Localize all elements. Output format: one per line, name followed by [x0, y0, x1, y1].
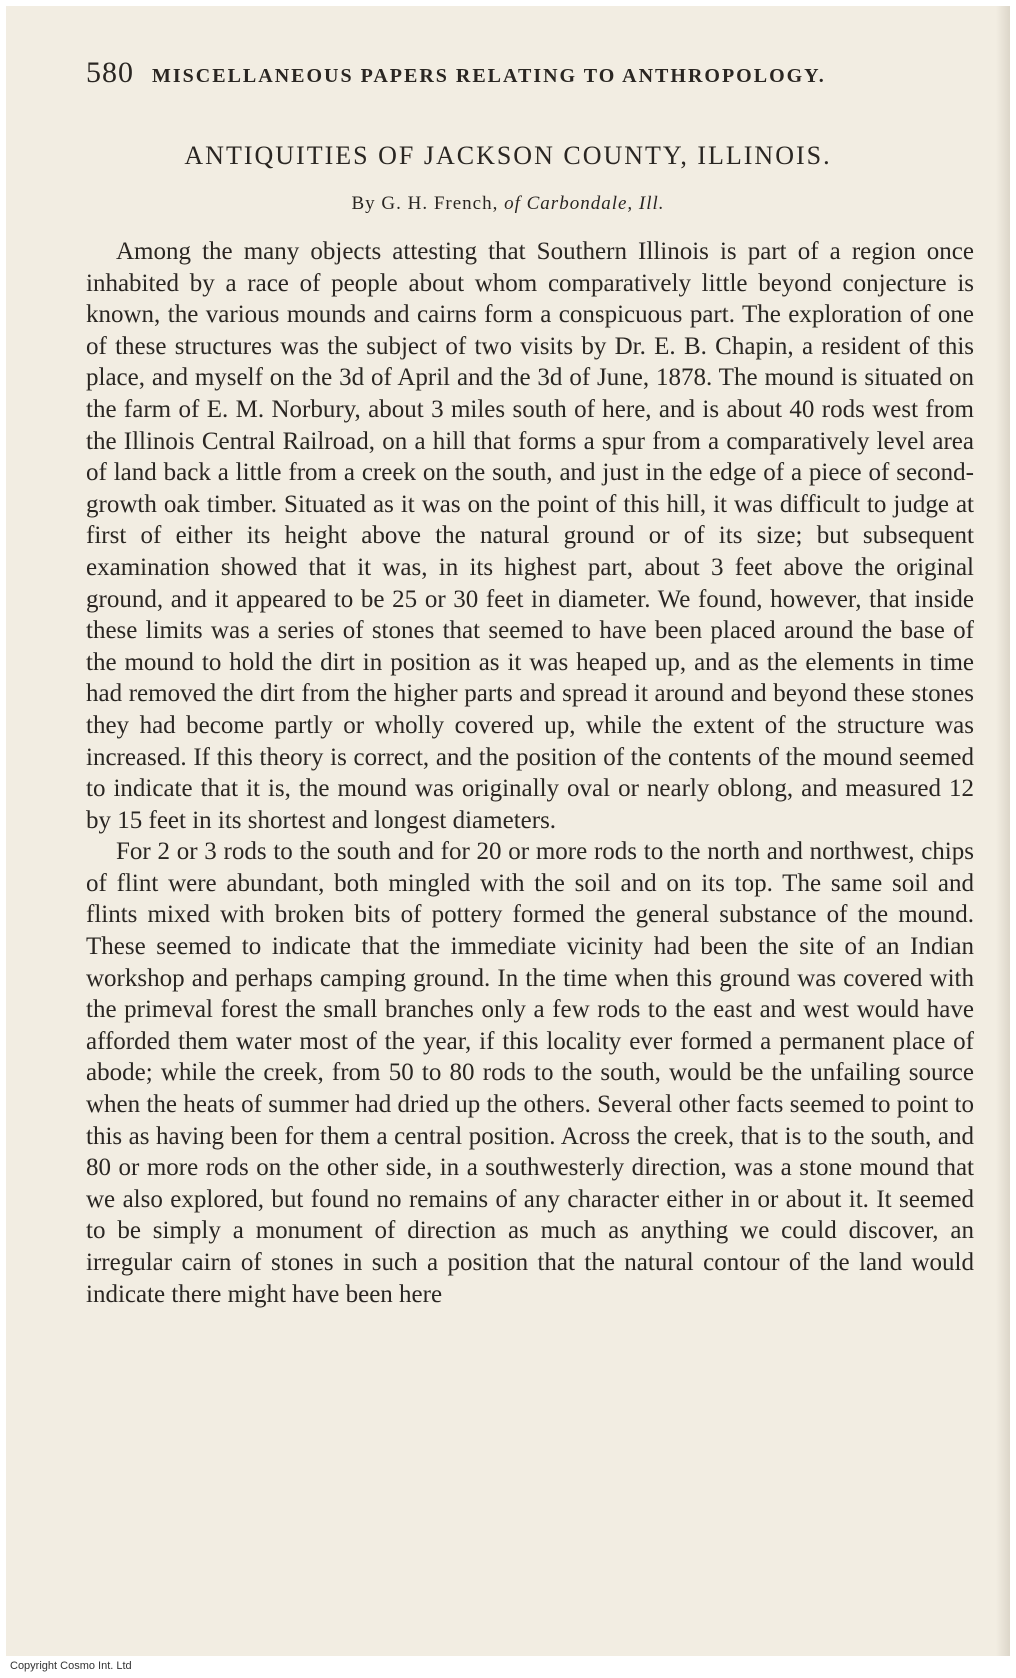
page-edge-shadow	[996, 6, 1010, 1656]
copyright-notice: Copyright Cosmo Int. Ltd	[10, 1660, 132, 1672]
running-head: MISCELLANEOUS PAPERS RELATING TO ANTHROPOLOGY.	[152, 65, 826, 87]
article-body	[86, 236, 974, 1310]
page-header	[86, 56, 916, 90]
book-page	[6, 6, 1010, 1656]
page-number: 580	[86, 56, 134, 89]
paragraph-1: Among the many objects attesting that Southern Illinois is part of a region once inhabited by a race of people about whom comparatively little beyond conjecture is known, the various mounds and cairns form a conspicuous part. The exploration of one of these structures was the subject of two visits by Dr. E. B. Chapin, a resident of this place, and myself on the 3d of April and the 3d of June, 1878. The mound is situated on the farm of E. M. Norbury, about 3 miles south of here, and is about 40 rods west from the Illinois Central Railroad, on a hill that forms a spur from a comparatively level area of land back a little from a creek on the south, and just in the edge of a piece of second-growth oak timber. Situated as it was on the point of this hill, it was difficult to judge at first of either its height above the natural ground or of its size; but subsequent examination showed that it was, in its highest part, about 3 feet above the original ground, and it appeared to be 25 or 30 feet in diameter. We found, however, that inside these limits was a series of stones that seemed to have been placed around the base of the mound to hold the dirt in position as it was heaped up, and as the elements in time had removed the dirt from the higher parts and spread it around and beyond these stones they had become partly or wholly covered up, while the extent of the structure was increased. If this theory is correct, and the position of the contents of the mound seemed to indicate that it is, the mound was originally oval or nearly oblong, and measured 12 by 15 feet in its shortest and longest diameters.	[86, 238, 974, 834]
article-title: ANTIQUITIES OF JACKSON COUNTY, ILLINOIS.	[184, 141, 832, 170]
byline-author: By G. H. French,	[351, 193, 499, 214]
byline	[6, 193, 1010, 215]
paragraph-2: For 2 or 3 rods to the south and for 20 or more rods to the north and northwest, chips of flint were abundant, both mingled with the soil and on its top. The same soil and flints mixed with broken bits of pottery formed the general substance of the mound. These seemed to indicate that the immediate vicinity had been the site of an Indian workshop and perhaps camping ground. In the time when this ground was covered with the primeval forest the small branches only a few rods to the east and west would have afforded them water most of the year, if this locality ever formed a permanent place of abode; while the creek, from 50 to 80 rods to the south, would be the unfailing source when the heats of summer had dried up the others. Several other facts seemed to point to this as having been for them a central position. Across the creek, that is to the south, and 80 or more rods on the other side, in a southwesterly direction, was a stone mound that we also explored, but found no remains of any character either in or about it. It seemed to be simply a monument of direction as much as anything we could discover, an irregular cairn of stones in such a position that the natural contour of the land would indicate there might have been here	[86, 838, 974, 1308]
byline-affiliation: of Carbondale, Ill.	[504, 193, 665, 214]
